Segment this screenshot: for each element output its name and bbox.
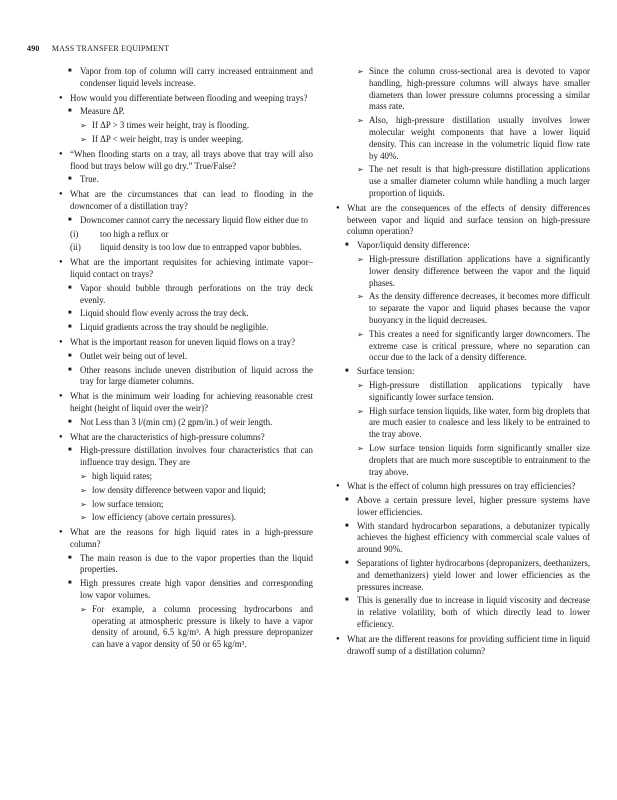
item-text: Since the column cross-sectional area is devoted to vapor handling, high-pressure columns will always have smaller diameters than lower pressure columns processing a similar mass rate. — [369, 66, 590, 112]
item-text: High pressures create high vapor densities and corresponding low vapor volumes. — [80, 578, 313, 601]
sub-bullet — [335, 254, 590, 289]
sub-bullet — [58, 134, 313, 146]
question-item — [58, 391, 313, 415]
item-number: (ii) — [70, 242, 81, 253]
item-text: low density difference between vapor and liquid; — [92, 484, 266, 495]
item-text: If ΔP > 3 times weir height, tray is flooding. — [92, 120, 250, 131]
item-text: What are the circumstances that can lead to flooding in the downcomer of a distillation tray? — [70, 189, 313, 211]
question-item — [58, 432, 313, 444]
enumerated-item — [58, 242, 313, 254]
page-header — [27, 44, 169, 53]
item-text: This creates a need for significantly larger downcomers. The extreme case is critical pressure, where no separation can occur due to the lack of a density difference. — [369, 328, 590, 363]
left-column — [58, 66, 313, 653]
question-item — [335, 481, 590, 493]
item-text: With standard hydrocarbon separations, a debutanizer typically achieves the highest efficiency with commercial scale values of around 90%. — [357, 520, 590, 555]
answer-bullet — [58, 578, 313, 602]
item-text: What are the characteristics of high-pressure columns? — [70, 431, 265, 442]
sub-bullet — [58, 604, 313, 651]
item-text: low surface tension; — [92, 498, 164, 509]
item-text: What is the important reason for uneven liquid flows on a tray? — [70, 336, 296, 347]
item-text: Vapor from top of column will carry increased entrainment and condenser liquid levels increase. — [80, 66, 313, 88]
answer-bullet — [58, 283, 313, 307]
question-item — [335, 634, 590, 658]
item-text: What is the effect of column high pressures on tray efficiencies? — [347, 481, 576, 492]
item-text: High-pressure distillation involves four characteristics that can influence tray design. They are — [80, 445, 313, 468]
answer-bullet — [335, 595, 590, 630]
sub-bullet — [335, 443, 590, 478]
sub-bullet — [58, 120, 313, 132]
item-text: The main reason is due to the vapor properties than the liquid properties. — [80, 552, 313, 575]
sub-bullet — [335, 329, 590, 364]
item-text: What is the minimum weir loading for achieving reasonable crest height (height of liquid over the weir)? — [70, 391, 313, 413]
sub-bullet — [335, 380, 590, 404]
sub-bullet — [335, 66, 590, 113]
sub-bullet — [335, 164, 590, 199]
sub-bullet — [58, 512, 313, 524]
question-item — [58, 337, 313, 349]
item-text: Surface tension: — [357, 366, 415, 377]
item-text: liquid density is too low due to entrapped vapor bubbles. — [100, 242, 302, 253]
item-text: True. — [80, 174, 99, 185]
item-text: For example, a column processing hydrocarbons and operating at atmospheric pressure is likely to have a vapor density of around, 6.5 kg/m³. A high pressure depropanizer can have a vapor density of 50 or 65 kg/m³. — [92, 603, 313, 650]
item-text: High-pressure distillation applications have a significantly lower density difference between the vapor and the liquid phases. — [369, 253, 590, 288]
answer-bullet — [58, 351, 313, 363]
item-text: Vapor/liquid density difference: — [357, 240, 470, 251]
answer-bullet — [58, 417, 313, 429]
answer-bullet — [58, 365, 313, 389]
item-text: What are the different reasons for providing sufficient time in liquid drawoff sump of a distillation column? — [347, 633, 590, 656]
item-text: Liquid should flow evenly across the tray deck. — [80, 308, 249, 319]
answer-bullet — [58, 322, 313, 334]
sub-bullet — [58, 471, 313, 483]
page-number: 490 — [27, 44, 40, 53]
item-text: This is generally due to increase in liquid viscosity and decrease in relative volatility, both of which directly lead to lower efficiency. — [357, 595, 590, 630]
item-text: high liquid rates; — [92, 470, 153, 481]
answer-bullet — [335, 366, 590, 378]
item-text: If ΔP < weir height, tray is under weeping. — [92, 133, 244, 144]
item-text: Above a certain pressure level, higher pressure systems have lower efficiencies. — [357, 495, 590, 517]
item-text: What are the consequences of the effects of density differences between vapor and liquid and surface tension on high-pressure column operation? — [347, 202, 590, 237]
sub-bullet — [335, 115, 590, 162]
item-text: High surface tension liquids, like water, form big droplets that are much easier to coalesce and less likely to be entrained to the tray above. — [369, 405, 590, 440]
item-text: As the density difference decreases, it becomes more difficult to separate the vapor and liquid phases because the vapor buoyancy in the liquid decreases. — [369, 291, 590, 325]
running-title: MASS TRANSFER EQUIPMENT — [51, 44, 170, 53]
right-column — [335, 66, 590, 659]
answer-bullet — [335, 495, 590, 519]
item-text: low efficiency (above certain pressures). — [92, 512, 236, 523]
sub-bullet — [58, 499, 313, 511]
question-item — [58, 149, 313, 173]
answer-bullet — [58, 553, 313, 577]
question-item — [335, 203, 590, 238]
item-text: High-pressure distillation applications typically have significantly lower surface tension. — [369, 379, 590, 402]
item-text: How would you differentiate between flooding and weeping trays? — [70, 92, 308, 103]
question-item — [58, 189, 313, 213]
answer-bullet — [335, 558, 590, 593]
answer-bullet — [58, 174, 313, 186]
sub-bullet — [335, 291, 590, 326]
item-text: What are the reasons for high liquid rates in a high-pressure column? — [70, 527, 313, 549]
sub-bullet — [335, 406, 590, 441]
item-text: Downcomer cannot carry the necessary liquid flow either due to — [80, 214, 308, 225]
item-text: Liquid gradients across the tray should be negligible. — [80, 322, 269, 333]
item-text: Vapor should bubble through perforations on the tray deck evenly. — [80, 282, 313, 305]
item-text: What are the important requisites for achieving intimate vapor–liquid contact on trays? — [70, 257, 313, 279]
item-text: Separations of lighter hydrocarbons (depropanizers, deethanizers, and demethanizers) yield lower and lower efficiencies as the pressures increase. — [357, 558, 590, 592]
item-text: “When flooding starts on a tray, all trays above that tray will also flood but trays below will go dry.” True/False? — [70, 148, 313, 171]
item-text: The net result is that high-pressure distillation applications use a smaller diameter column while handling a much larger proportion of liquids. — [369, 164, 590, 198]
answer-bullet — [58, 66, 313, 90]
item-text: Outlet weir being out of level. — [80, 350, 187, 361]
item-text: too high a reflux or — [100, 228, 169, 239]
answer-bullet — [335, 240, 590, 252]
question-item — [58, 93, 313, 105]
answer-bullet — [58, 106, 313, 118]
item-text: Not Less than 3 l/(min cm) (2 gpm/in.) of weir length. — [80, 416, 273, 427]
enumerated-item — [58, 229, 313, 241]
answer-bullet — [58, 445, 313, 469]
answer-bullet — [58, 308, 313, 320]
item-number: (i) — [70, 228, 79, 239]
sub-bullet — [58, 485, 313, 497]
answer-bullet — [58, 215, 313, 227]
item-text: Measure ΔP. — [80, 106, 125, 117]
answer-bullet — [335, 521, 590, 556]
item-text: Also, high-pressure distillation usually involves lower molecular weight components that have a lower liquid density. This can increase in the volumetric liquid flow rate by 40%. — [369, 115, 590, 161]
question-item — [58, 527, 313, 551]
question-item — [58, 257, 313, 281]
item-text: Low surface tension liquids form significantly smaller size droplets that are much more susceptible to entrainment to the tray above. — [369, 442, 590, 477]
item-text: Other reasons include uneven distribution of liquid across the tray for large diameter columns. — [80, 364, 313, 387]
